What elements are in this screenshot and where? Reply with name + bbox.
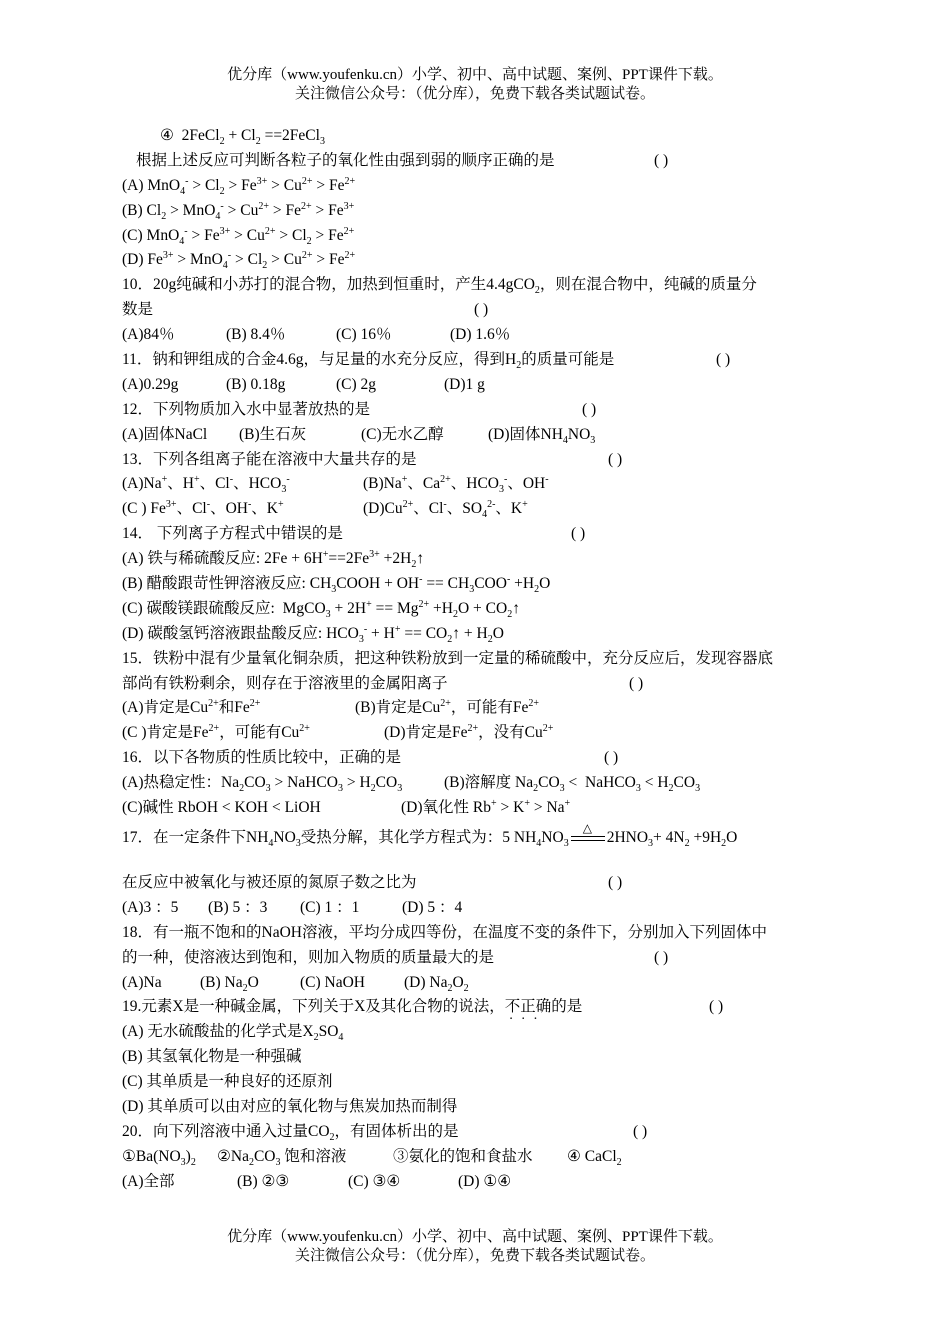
q19-option-b: (B) 其氢氧化物是一种强碱 [122, 1048, 302, 1066]
q17-option-a: (A)3 ：5 [122, 898, 179, 916]
q15-option-b: (B)肯定是$Cu^{2+}$，可能有$Fe^{2+}$ [355, 698, 540, 717]
q13-stem: 13．下列各组离子能在溶液中大量共存的是 ( ) [122, 450, 623, 468]
q19-option-d: (D) 其单质可以由对应的氧化物与焦炭加热而制得 [122, 1097, 458, 1115]
emphasis-dots: 不正确 · · · [505, 998, 552, 1015]
q19-stem: 19.元素X是一种碱金属，下列关于X及其化合物的说法，不正确 · · ·的是 ( ) [122, 995, 834, 1020]
q18-options [122, 971, 834, 996]
footer-line-1: 优分库（www.youfenku.cn）小学、初中、高中试题、案例、PPT课件下载。 [227, 1229, 723, 1245]
q20-option-a: (A)全部 [122, 1172, 175, 1190]
q13-option-a: (A)Na+、H+、Cl-、$HCO_3^-$ [122, 474, 290, 496]
q19-option-c: (C) 其单质是一种良好的还原剂 [122, 1073, 333, 1091]
q13-option-c: (C ) $Fe^{3+}$、Cl-、OH-、K+ [122, 499, 284, 518]
q13-options-cd [122, 497, 834, 522]
page-footer [0, 1228, 950, 1266]
q13-option-b: (B)Na+、$Ca^{2+}$、$HCO_3^-$、OH- [363, 474, 549, 496]
q20-option-d: (D) ①④ [458, 1172, 512, 1190]
q12-option-c: (C)无水乙醇 [361, 425, 444, 443]
q10-stem-cont: 数是 ( ) [122, 301, 489, 319]
q17-option-d: (D) 5 ：4 [402, 898, 463, 916]
q14-option-a: (A) 铁与稀硫酸反应: $2Fe + 6H^+==2Fe^{3+}$ $+2H_2↑$ [122, 548, 425, 571]
q17-option-b: (B) 5 ：3 [208, 898, 268, 916]
q15-options-cd [122, 721, 834, 746]
q16-option-c: (C)碱性 RbOH < KOH < LiOH [122, 799, 321, 817]
q9-option-b: (B) $Cl_2 > MnO_4^- > Cu^{2+} > Fe^{2+} > Fe^{3+}$ [122, 200, 355, 222]
q17-stem-cont: 在反应中被氧化与被还原的氮原子数之比为 ( ) [122, 873, 623, 891]
q16-option-b: (B)溶解度 $Na_2CO_3$ < NaHCO$_3$ < $H_2CO_3$ [444, 774, 701, 795]
header-line-2: 关注微信公众号：（优分库），免费下载各类试题试卷。 [294, 86, 655, 102]
q12-option-a: (A)固体NaCl [122, 425, 208, 443]
q16-option-a: (A)热稳定性：$Na_2CO_3$ > NaHCO$_3$ > $H_2CO_3$ [122, 774, 403, 795]
q15-option-d: (D)肯定是$Fe^{2+}$，没有$Cu^{2+}$ [384, 723, 554, 742]
q20-item-3: ③氨化的饱和食盐水 [393, 1147, 533, 1165]
page-header [0, 66, 950, 104]
q11-options [122, 373, 834, 398]
q12-option-b: (B)生石灰 [239, 425, 307, 443]
q16-stem: 16．以下各物质的性质比较中，正确的是 ( ) [122, 749, 619, 767]
q14-stem: 14． 下列离子方程式中错误的是 ( ) [122, 525, 586, 543]
q17-stem: 17．在一定条件下$NH_4NO_3$受热分解，其化学方程式为：5 $NH_4NO_3$ △ $2HNO_3+ 4N_2 +9H_2O$ [122, 821, 738, 850]
q10-option-b: (B) 8.4％ [226, 326, 286, 344]
footer-line-2: 关注微信公众号：（优分库），免费下载各类试题试卷。 [294, 1248, 655, 1264]
q20-option-b: (B) ②③ [237, 1172, 290, 1190]
q20-item-2: $②Na_2CO_3$ 饱和溶液 [217, 1147, 347, 1168]
q17-option-c: (C) 1 ：1 [300, 898, 360, 916]
q20-items [122, 1145, 834, 1170]
q9-option-c: (C) $MnO_4^- > Fe^{3+} > Cu^{2+} > Cl_2 > Fe^{2+}$ [122, 225, 355, 247]
q20-option-c: (C) ③④ [348, 1172, 401, 1190]
q15-option-c: (C )肯定是$Fe^{2+}$，可能有$Cu^{2+}$ [122, 723, 310, 742]
q13-options-ab [122, 472, 834, 497]
q12-options [122, 423, 834, 448]
q19-option-a: (A) 无水硫酸盐的化学式是$X_2SO_4$ [122, 1023, 344, 1044]
q9-option-a: (A) $MnO_4^- > Cl_2 > Fe^{3+} > Cu^{2+} > Fe^{2+}$ [122, 175, 356, 197]
q15-stem-cont: 部尚有铁粉剩余，则存在于溶液里的金属阳离子 ( ) [122, 674, 644, 692]
q11-option-a: (A)0.29g [122, 375, 179, 393]
q9-stem: 根据上述反应可判断各粒子的氧化性由强到弱的顺序正确的是 ( ) [136, 151, 669, 169]
q11-option-c: (C) 2g [336, 375, 377, 393]
heat-condition-sign: △ [571, 831, 605, 845]
q13-option-d: $(D)Cu^{2+}$、Cl-、$SO_4^{2-}$、K+ [363, 499, 528, 521]
q14-option-c: (C) 碳酸镁跟硫酸反应: MgCO$_3$ + $2H^+ == Mg^{2+} +H_2O$ + $CO_2↑$ [122, 598, 520, 621]
q18-stem: 18．有一瓶不饱和的NaOH溶液，平均分成四等份，在温度不变的条件下，分别加入下列固体中 [122, 923, 767, 941]
q20-item-1: $①Ba(NO_3)_2$ [122, 1147, 196, 1168]
q18-option-b: (B) $Na_2O$ [200, 973, 259, 994]
exam-content [122, 124, 834, 1195]
q16-options-cd [122, 796, 834, 821]
q14-option-b: (B) 醋酸跟苛性钾溶液反应: $CH_3COOH + OH^- == CH_3COO^- +H_2O$ [122, 573, 551, 596]
q11-option-d: (D)1 g [444, 375, 485, 393]
q15-stem: 15．铁粉中混有少量氧化铜杂质，把这种铁粉放到一定量的稀硫酸中，充分反应后，发现容器底 [122, 649, 774, 667]
q18-option-c: (C) NaOH [300, 973, 365, 991]
q20-item-4: ④ CaCl$_2$ [567, 1147, 622, 1168]
q12-stem: 12．下列物质加入水中显著放热的是 ( ) [122, 400, 597, 418]
q10-options [122, 323, 834, 348]
q10-stem: 10．20g纯碱和小苏打的混合物，加热到恒重时，产生4.4gCO$_2$，则在混合物中，纯碱的质量分 [122, 276, 757, 297]
q10-option-d: (D) 1.6％ [450, 326, 511, 344]
q18-option-d: (D) $Na_2O_2$ [404, 973, 469, 994]
q16-option-d: (D)氧化性 Rb+ > K+ > Na+ [401, 797, 571, 817]
q14-option-d: (D) 碳酸氢钙溶液跟盐酸反应: $HCO_3^- + H^+$ == $CO_2↑ + H_2O$ [122, 623, 504, 645]
header-line-1: 优分库（www.youfenku.cn）小学、初中、高中试题、案例、PPT课件下载。 [227, 67, 723, 83]
q20-options [122, 1170, 834, 1195]
q9-option-d: (D) $Fe^{3+} > MnO_4^- > Cl_2 > Cu^{2+} > Fe^{2+}$ [122, 250, 356, 272]
q12-option-d: (D)固体$NH_4NO_3$ [488, 425, 596, 446]
q17-options [122, 896, 834, 921]
q10-option-c: (C) 16％ [336, 326, 392, 344]
q16-options-ab [122, 771, 834, 796]
q10-option-a: (A)84％ [122, 326, 175, 344]
q15-options-ab [122, 696, 834, 721]
q18-stem-cont: 的一种，使溶液达到饱和，则加入物质的质量最大的是 ( ) [122, 948, 669, 966]
q15-option-a: (A)肯定是$Cu^{2+}$和$Fe^{2+}$ [122, 698, 261, 717]
q11-option-b: (B) 0.18g [226, 375, 286, 393]
q11-stem: 11．钠和钾组成的合金4.6g，与足量的水充分反应，得到$H_2$的质量可能是 ( ) [122, 351, 731, 372]
q20-stem: 20．向下列溶液中通入过量$CO_2$，有固体析出的是 ( ) [122, 1122, 648, 1143]
q9-reaction-4: ④ 2FeCl$_2$ + $Cl_2$ ==2FeCl$_3$ [160, 127, 325, 148]
q18-option-a: (A)Na [122, 973, 162, 991]
